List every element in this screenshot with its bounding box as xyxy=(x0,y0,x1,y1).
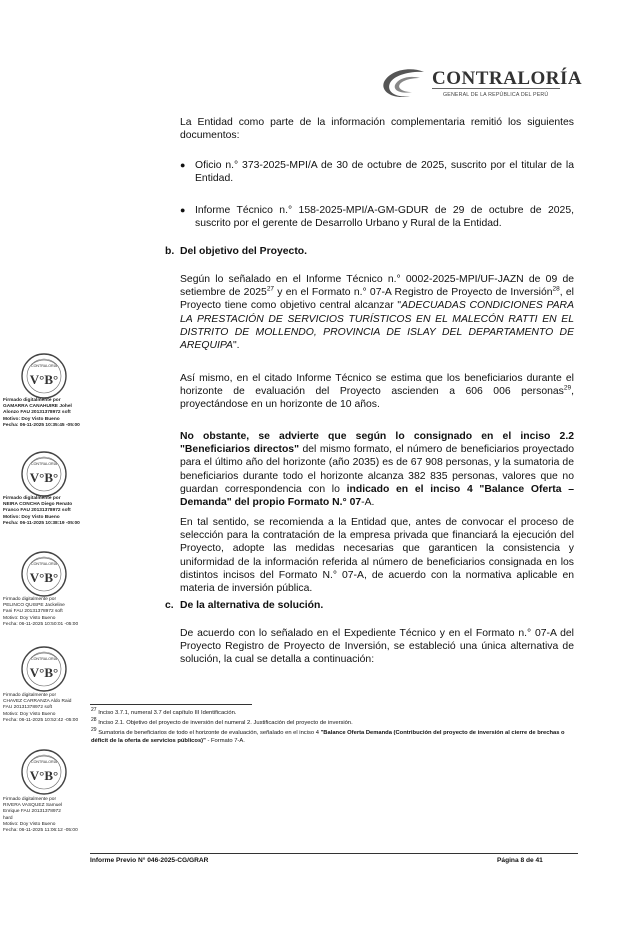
signature-line: Enrique FAU 20131378972 xyxy=(3,809,61,815)
signature-block xyxy=(3,597,98,628)
text-run: Así mismo, en el citado Informe Técnico se estima que los beneficiarios durante el horizonte de evaluación del Proyecto ascienden a 606 006 personas xyxy=(180,373,574,398)
footnote-27 xyxy=(91,709,577,717)
bullet-icon: ● xyxy=(180,160,186,170)
footnote-28 xyxy=(91,719,577,727)
signature-line: Firmado digitalmente por xyxy=(3,597,57,602)
alternative-paragraph: De acuerdo con lo señalado en el Expediente Técnico y en el Formato n.° 07-A del Proyecto Registro de Proyecto de Inversión, se estableció una única alternativa de solución, la cual se detalla a continuación: xyxy=(180,628,574,666)
seal-mark: V°B° xyxy=(29,768,59,783)
seal-mark: V°B° xyxy=(29,470,59,485)
visto-bueno-seal-icon xyxy=(20,450,68,498)
seal-text: CONTRALORÍA xyxy=(31,462,57,466)
seal-mark: V°B° xyxy=(29,372,59,387)
footnote-number: 28 xyxy=(91,717,97,724)
signature-line: Firmado digitalmente por xyxy=(3,496,61,501)
seal-text: CONTRALORÍA xyxy=(31,562,57,566)
signature-line: Motivo: Doy Visto Bueno xyxy=(3,821,56,827)
text-run: y en el Formato n.° 07-A Registro de Proyecto de Inversión xyxy=(274,287,553,299)
section-b-heading xyxy=(165,246,307,257)
beneficiaries-paragraph xyxy=(180,372,574,412)
signature-line: Fecha: 06-11-2025 10:38:19 -05:00 xyxy=(3,520,80,526)
section-b-label: b. xyxy=(165,246,175,257)
text-run: del mismo formato, el número de beneficiarios proyectado para el último año del horizonte (año 2035) es de 67 908 personas, y la sumatoria de beneficiarios durante todo el horizonte alcanza 382 835 personas, valores que no guardan correspondencia con lo xyxy=(180,444,574,495)
footnote-ref-27: 27 xyxy=(266,285,275,293)
text-run: ". xyxy=(232,340,240,352)
signature-line: NEIRA CONCHA Diego Renato xyxy=(3,502,73,508)
visto-bueno-seal-icon xyxy=(20,748,68,796)
text-run-bold: No obstante, se advierte que según lo consignado en el inciso 2.2 "Beneficiarios directos" xyxy=(180,431,574,456)
text-run: -A. xyxy=(361,497,375,509)
observation-paragraph xyxy=(180,430,574,509)
seal-mark: V°B° xyxy=(29,570,59,585)
seal-text: CONTRALORÍA xyxy=(31,364,57,368)
footnote-text: Sumatoria de beneficiarios de todo el horizonte de evaluación, señalado en el inciso 4 xyxy=(98,730,321,736)
visto-bueno-seal-icon xyxy=(20,352,68,400)
footer-page-number: Página 8 de 41 xyxy=(497,857,543,864)
signature-line: Franco FAU 20131378972 soft xyxy=(3,508,71,514)
seal-text: CONTRALORÍA xyxy=(31,657,57,661)
bullet-icon: ● xyxy=(180,205,186,215)
signature-line: Motivo: Doy Visto Bueno xyxy=(3,514,60,520)
project-objective: ADECUADAS CONDICIONES PARA LA PRESTACIÓN DE SERVICIOS TURÍSTICOS EN EL MALECÓN RATTI EN EL DISTRITO DE MOLLENDO, PROVINCIA DE ISLAY DEL DEPARTAMENTO DE AREQUIPA xyxy=(180,300,574,352)
signature-line: Fecha: 06-11-2025 10:52:42 -05:00 xyxy=(3,717,79,723)
signature-line: Motivo: Doy Visto Bueno xyxy=(3,416,60,422)
footnote-divider xyxy=(90,704,252,705)
signature-block xyxy=(3,797,98,834)
footer-report-id: Informe Previo N° 046-2025-CG/GRAR xyxy=(90,857,209,864)
contraloria-logo-icon xyxy=(380,66,428,102)
signature-line: PELINCO QUISPE Jackeline xyxy=(3,603,65,609)
signature-line: Motivo: Doy Visto Bueno xyxy=(3,615,56,621)
header-subtitle: GENERAL DE LA REPÚBLICA DEL PERÚ xyxy=(443,92,549,98)
text-run: , proyectándose en un horizonte de 10 años. xyxy=(180,386,574,411)
signature-line: RIVERA VASQUEZ Samuel xyxy=(3,803,63,809)
footnote-text: Inciso 2.1. Objetivo del proyecto de inversión del numeral 2. Justificación del proyecto de inversión. xyxy=(98,720,353,726)
signature-line: Firmado digitalmente por xyxy=(3,693,57,698)
signature-block xyxy=(3,496,98,527)
recommendation-paragraph: En tal sentido, se recomienda a la Entidad que, antes de convocar el proceso de selección para la contratación de la empresa privada que financiará la ejecución del Proyecto, adopte las medidas necesarias que garanticen la consistencia y uniformidad de la información referida al número de beneficiarios consignada en los distintos incisos del Formato N.° 07-A, de acuerdo con la normativa aplicable en materia de inversión pública. xyxy=(180,517,574,595)
header-divider xyxy=(432,88,560,89)
doc-item: Informe Técnico n.° 158-2025-MPI/A-GM-GDUR de 29 de octubre de 2025, suscrito por el gerente de Desarrollo Urbano y Rural de la Entidad. xyxy=(195,205,574,230)
signature-block xyxy=(3,398,98,429)
footnote-number: 27 xyxy=(91,707,97,714)
signature-line: FAU 20131378972 soft xyxy=(3,705,53,711)
footnote-text: - Formato 7-A. xyxy=(205,738,245,744)
visto-bueno-seal-icon xyxy=(20,550,68,598)
text-run: , el Proyecto tiene como objetivo central alcanzar " xyxy=(180,287,574,312)
signature-block xyxy=(3,693,98,724)
footnote-text: Inciso 3.7.1, numeral 3.7 del capítulo III Identificación. xyxy=(98,710,237,716)
signature-line: CHAVEZ CARRANZA Aldo Raid xyxy=(3,699,72,705)
header-title: CONTRALORÍA xyxy=(432,68,583,89)
signature-line: GAMARRA CANAHUIRE Johel xyxy=(3,404,72,410)
signature-line: Firmado digitalmente por xyxy=(3,797,57,802)
footnote-ref-28: 28 xyxy=(552,285,560,293)
signature-line: Firmado digitalmente por xyxy=(3,398,61,403)
seal-text: CONTRALORÍA xyxy=(31,760,57,764)
signature-line: Fani FAU 20131378972 soft xyxy=(3,609,63,615)
intro-paragraph: La Entidad como parte de la información complementaria remitió los siguientes documentos: xyxy=(180,117,574,142)
signature-line: Fecha: 06-11-2025 10:50:01 -05:00 xyxy=(3,621,79,627)
section-c-heading xyxy=(165,600,323,611)
footnote-text-bold: "Balance Oferta Demanda (Contribución del proyecto de inversión al cierre de brechas o déficit de la oferta de servicios públicos)" xyxy=(91,730,565,744)
text-run: Según lo señalado en el Informe Técnico n.° 0002-2025-MPI/UF-JAZN de 09 de setiembre de 2025 xyxy=(180,274,574,299)
section-c-title: De la alternativa de solución. xyxy=(180,600,324,611)
signature-line: Motivo: Doy Visto Bueno xyxy=(3,711,56,717)
doc-item: Oficio n.° 373-2025-MPI/A de 30 de octubre de 2025, suscrito por el titular de la Entidad. xyxy=(195,160,574,185)
seal-mark: V°B° xyxy=(29,665,59,680)
objective-paragraph xyxy=(180,273,574,352)
footer-divider xyxy=(90,853,578,854)
section-c-label: c. xyxy=(165,600,174,611)
section-b-title: Del objetivo del Proyecto. xyxy=(180,246,308,257)
text-run-bold: indicado en el inciso 4 "Balance Oferta – Demanda" del propio Formato N.° 07 xyxy=(180,483,574,509)
signature-line: Fecha: 06-11-2025 11:06:12 -05:00 xyxy=(3,828,78,834)
footnote-29 xyxy=(91,729,577,745)
footnote-ref-29: 29 xyxy=(563,384,572,392)
footnote-number: 29 xyxy=(91,727,97,734)
signature-line: Alonzo FAU 20131378972 soft xyxy=(3,410,71,416)
visto-bueno-seal-icon xyxy=(20,645,68,693)
signature-line: hard xyxy=(3,815,13,821)
signature-line: Fecha: 06-11-2025 10:35:45 -05:00 xyxy=(3,422,80,428)
